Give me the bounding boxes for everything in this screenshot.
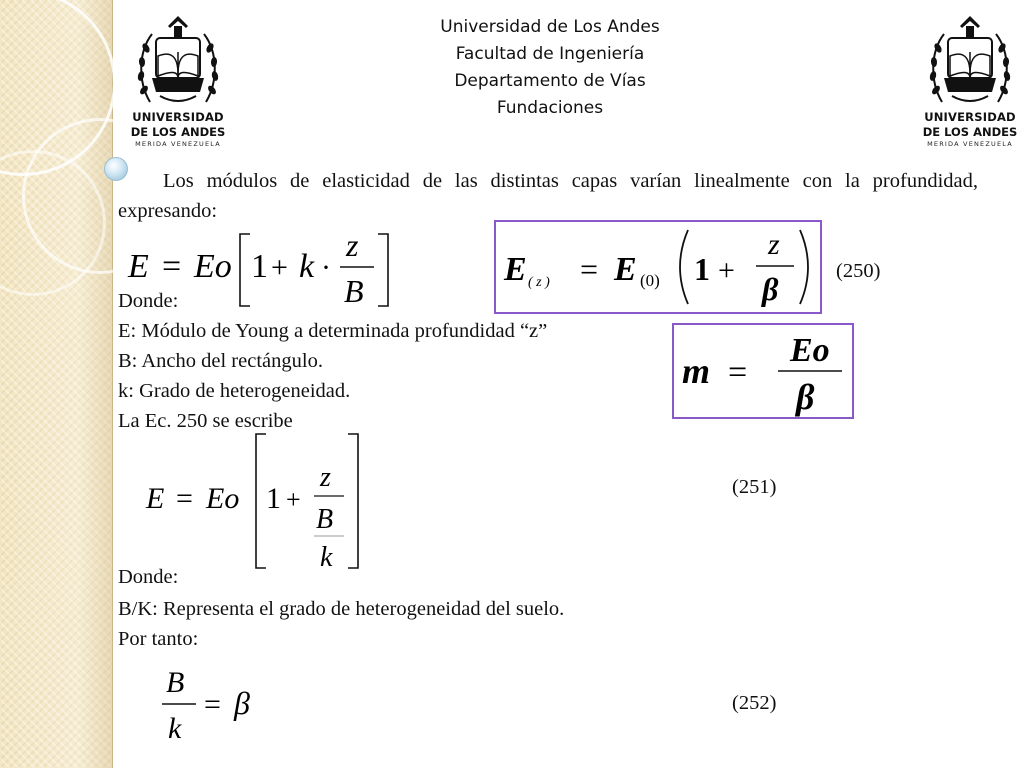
logo-wordmark-line2: DE LOS ANDES xyxy=(130,125,226,139)
eq251-one: 1 xyxy=(266,482,281,515)
eq250-equals: = xyxy=(162,248,182,285)
eq250b-rhs: E xyxy=(614,251,637,288)
m-den: β xyxy=(796,377,815,417)
donde-label-2: Donde: xyxy=(118,566,179,588)
eq252-rhs: β xyxy=(234,685,250,721)
header-faculty: Facultad de Ingeniería xyxy=(455,44,645,64)
header-department: Departamento de Vías xyxy=(454,71,646,91)
eq251-right-bracket xyxy=(348,434,358,568)
intro-paragraph: Los módulos de elasticidad de las distintas capas varían linealmente con la profundidad, expresando: xyxy=(118,170,978,222)
eq250b-one: 1 xyxy=(694,251,710,287)
m-lhs: m xyxy=(682,351,711,391)
eq250-k: k xyxy=(299,248,315,285)
university-logo-right xyxy=(922,12,1018,152)
eq252-den: k xyxy=(168,712,182,745)
equation-252 xyxy=(150,662,280,752)
definition-e: E: Módulo de Young a determinada profundidad “z” xyxy=(118,320,548,342)
eq250-lhs: E xyxy=(128,248,149,285)
equation-251-number: (251) xyxy=(732,476,777,498)
seal-icon xyxy=(922,12,1018,110)
eq251-mid: B xyxy=(316,504,334,535)
definition-k: k: Grado de heterogeneidad. xyxy=(118,380,351,402)
eq251-left-bracket xyxy=(256,434,266,568)
eq251-lhs: E xyxy=(146,482,165,515)
eq251-equals: = xyxy=(176,482,193,515)
eq250b-left-paren xyxy=(680,230,688,304)
eq251-num: z xyxy=(320,462,331,493)
eq250-dot: · xyxy=(321,251,331,284)
header-university: Universidad de Los Andes xyxy=(440,17,660,37)
eq250-left-bracket xyxy=(240,234,250,306)
eq250-plus: + xyxy=(271,251,288,284)
eq252-num: B xyxy=(166,666,185,699)
eq252-equals: = xyxy=(204,688,221,721)
por-tanto-label: Por tanto: xyxy=(118,628,199,650)
m-equals: = xyxy=(728,354,748,391)
eq251-den: k xyxy=(320,542,333,573)
equation-252-number: (252) xyxy=(732,692,777,714)
definition-b: B: Ancho del rectángulo. xyxy=(118,350,323,372)
eq250b-right-paren xyxy=(800,230,808,304)
rewrite-sentence: La Ec. 250 se escribe xyxy=(118,410,293,432)
eq250-num: z xyxy=(346,227,359,263)
definition-bk: B/K: Representa el grado de heterogeneidad del suelo. xyxy=(118,598,565,620)
equation-251 xyxy=(140,426,380,576)
eq250b-num: z xyxy=(768,228,780,261)
eq250b-lhs-sub: ( z ) xyxy=(528,275,550,290)
logo-wordmark-line2: DE LOS ANDES xyxy=(922,125,1018,139)
equation-250-box xyxy=(494,220,822,314)
logo-location: MERIDA VENEZUELA xyxy=(927,140,1013,148)
donde-label-1: Donde: xyxy=(118,290,179,312)
slide-header xyxy=(380,14,720,122)
eq250-den: B xyxy=(344,273,364,309)
m-definition-box xyxy=(672,323,854,419)
m-definition-equation xyxy=(674,325,852,417)
m-num: Eo xyxy=(790,332,830,369)
eq250-one: 1 xyxy=(251,248,268,285)
eq251-e0: Eo xyxy=(206,482,240,515)
logo-wordmark-line1: UNIVERSIDAD xyxy=(132,110,224,124)
equation-250-number: (250) xyxy=(836,260,881,282)
eq250-right-bracket xyxy=(378,234,388,306)
eq250b-plus: + xyxy=(718,254,735,287)
eq250-e0: Eo xyxy=(194,248,232,285)
header-course: Fundaciones xyxy=(496,98,604,118)
logo-location: MERIDA VENEZUELA xyxy=(135,140,221,148)
equation-250-boxed xyxy=(496,222,820,312)
logo-wordmark-line1: UNIVERSIDAD xyxy=(924,110,1016,124)
eq250b-equals: = xyxy=(580,251,599,287)
eq251-plus: + xyxy=(286,485,301,514)
eq250b-lhs: E xyxy=(504,251,527,288)
university-logo-left xyxy=(130,12,226,152)
eq250b-rhs-sub: (0) xyxy=(640,271,660,290)
seal-icon xyxy=(130,12,226,110)
eq250b-den: β xyxy=(762,271,779,307)
